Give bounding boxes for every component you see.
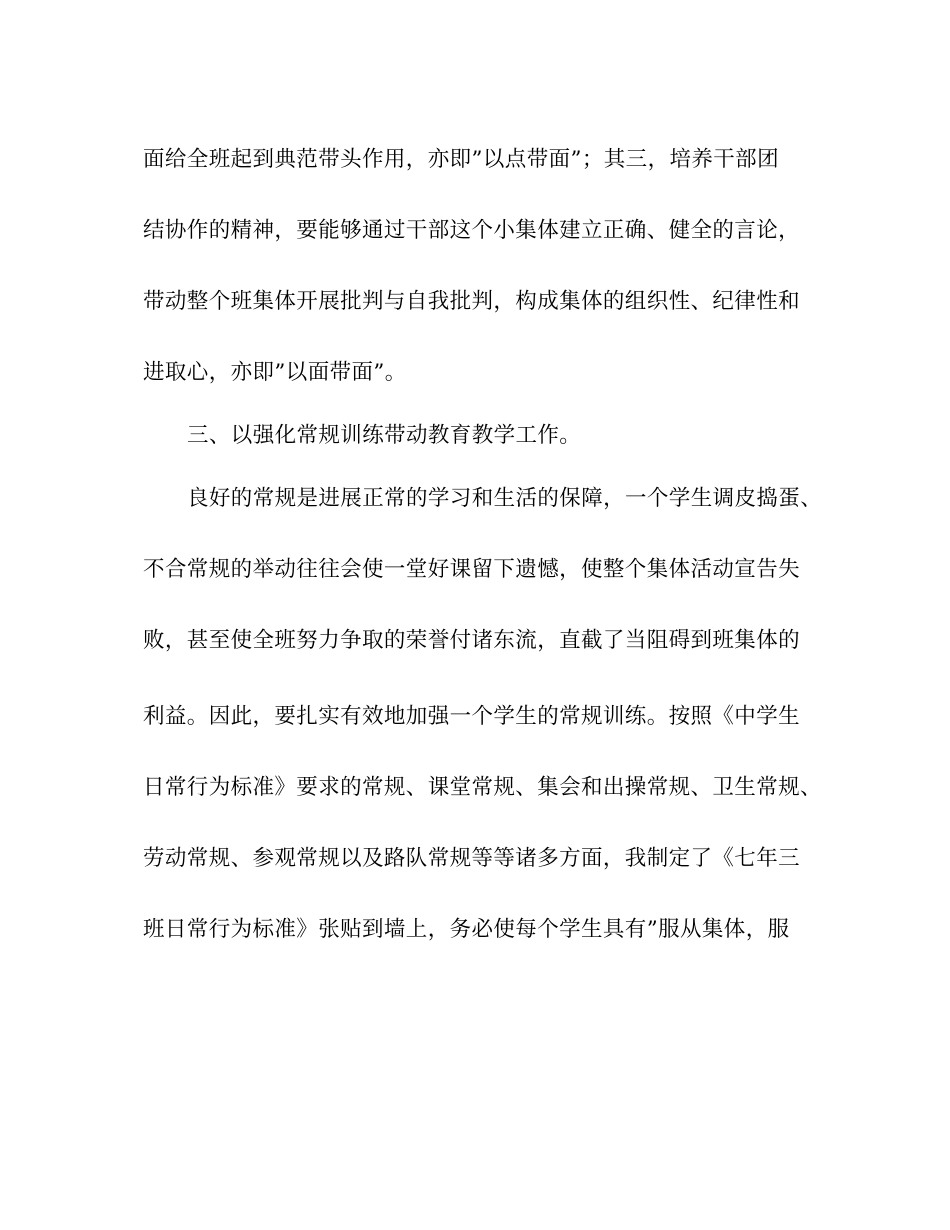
body-text-line: 劳动常规、参观常规以及路队常规等等诸多方面，我制定了《七年三 xyxy=(143,846,801,871)
body-text-line: 带动整个班集体开展批判与自我批判，构成集体的组织性、纪律性和 xyxy=(143,289,801,314)
body-text-line: 面给全班起到典范带头作用，亦即”以点带面”；其三，培养干部团 xyxy=(143,147,779,172)
body-text-line: 败，甚至使全班努力争取的荣誉付诸东流，直截了当阻碍到班集体的 xyxy=(143,628,801,653)
body-text-line: 进取心，亦即”以面带面”。 xyxy=(143,360,407,385)
body-text-line: 日常行为标准》要求的常规、课堂常规、集会和出操常规、卫生常规、 xyxy=(143,775,822,800)
body-text-line: 结协作的精神，要能够通过干部这个小集体建立正确、健全的言论， xyxy=(143,218,801,243)
body-text-line: 班日常行为标准》张贴到墙上，务必使每个学生具有”服从集体，服 xyxy=(143,917,790,942)
paragraph-first-line: 良好的常规是进展正常的学习和生活的保障，一个学生调皮捣蛋、 xyxy=(187,486,823,511)
section-heading: 三、以强化常规训练带动教育教学工作。 xyxy=(187,423,582,448)
body-text-line: 不合常规的举动往往会使一堂好课留下遗憾，使整个集体活动宣告失 xyxy=(143,557,801,582)
body-text-line: 利益。因此，要扎实有效地加强一个学生的常规训练。按照《中学生 xyxy=(143,704,801,729)
